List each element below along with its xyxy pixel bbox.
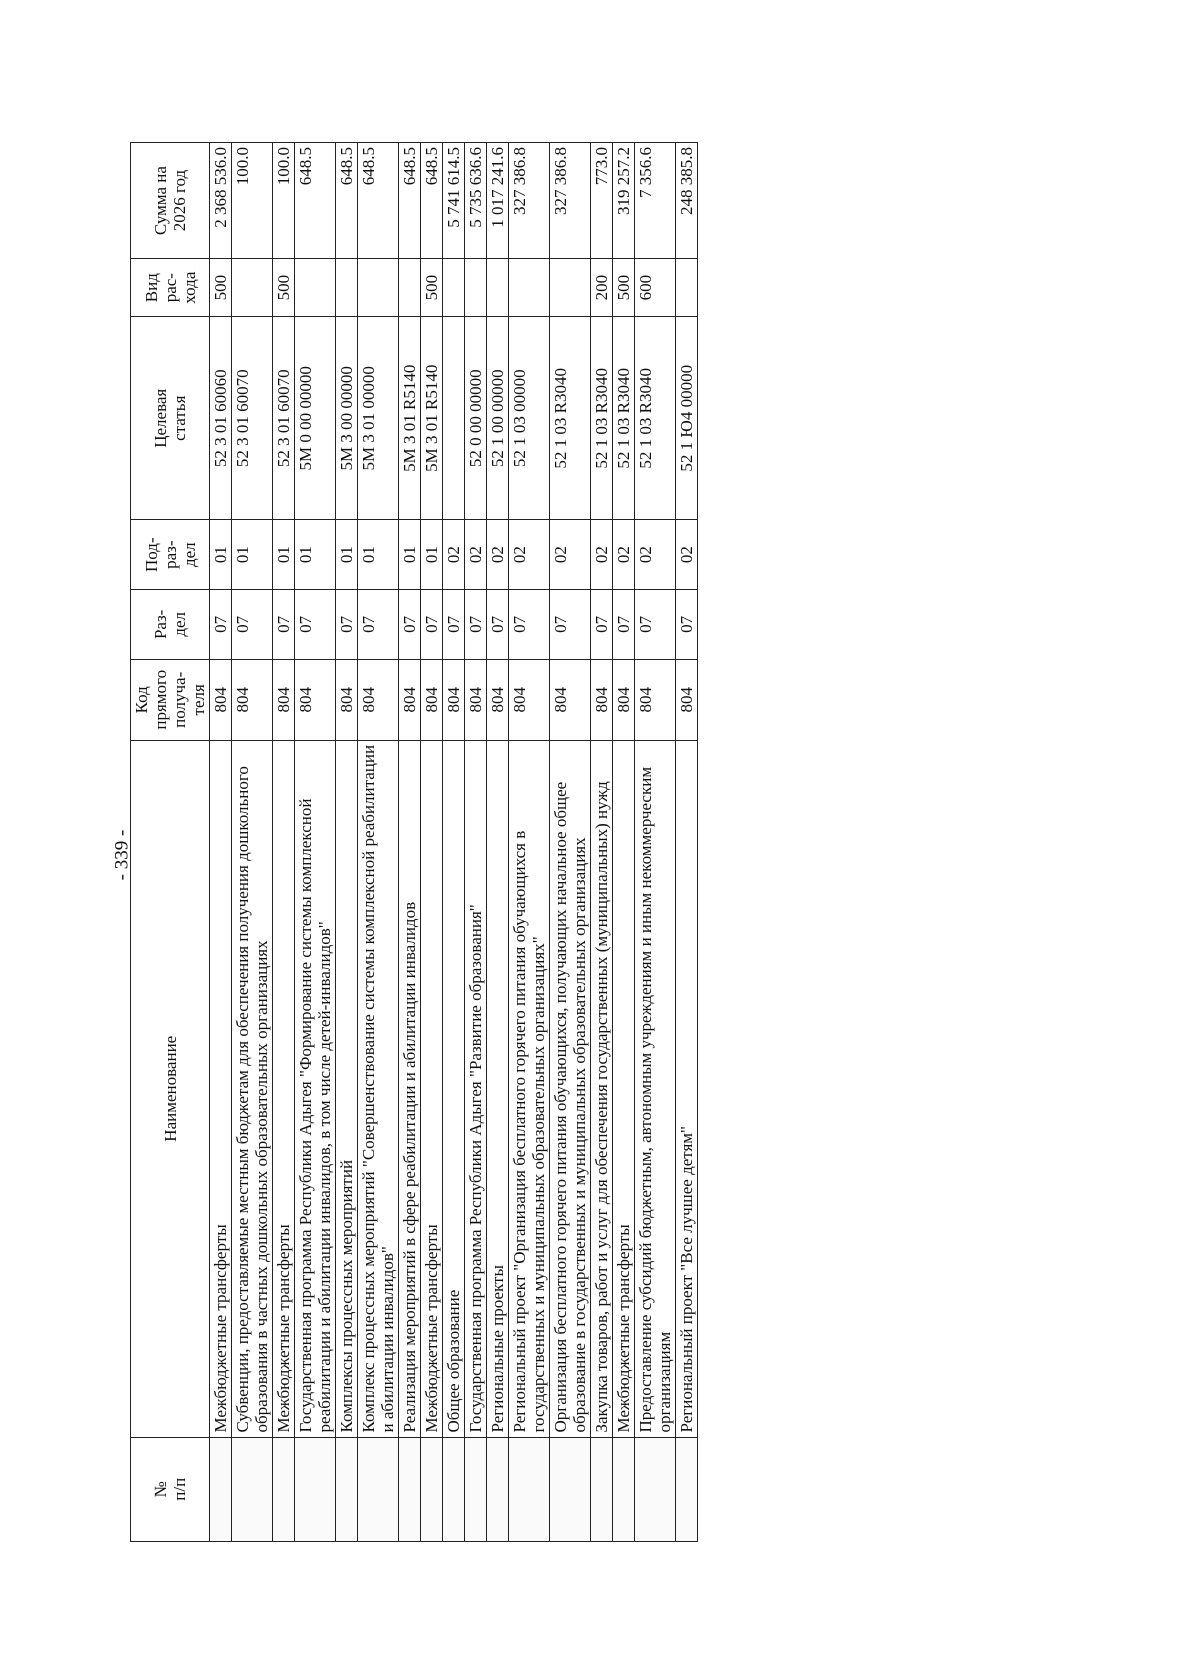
row-kind	[465, 259, 487, 317]
table-row	[210, 143, 232, 1542]
row-code: 804	[232, 659, 273, 740]
row-target: 52 1 03 R3040	[550, 317, 591, 520]
row-num	[487, 1437, 509, 1541]
row-name: Реализация мероприятий в сфере реабилитации и абилитации инвалидов	[399, 740, 421, 1437]
row-subsection: 02	[443, 520, 465, 590]
row-kind: 500	[421, 259, 443, 317]
row-kind: 200	[591, 259, 613, 317]
row-num	[358, 1437, 399, 1541]
row-num	[421, 1437, 443, 1541]
row-target: 52 1 03 00000	[509, 317, 550, 520]
row-sum: 100.0	[273, 143, 295, 259]
row-section: 07	[613, 590, 635, 660]
row-target: 5М 0 00 00000	[295, 317, 336, 520]
table-row	[591, 143, 613, 1542]
row-sum: 327 386.8	[550, 143, 591, 259]
row-subsection: 02	[676, 520, 698, 590]
header-recipient-code: Код прямого получа- теля	[131, 659, 210, 740]
row-sum: 5 735 636.6	[465, 143, 487, 259]
row-section: 07	[421, 590, 443, 660]
row-num	[465, 1437, 487, 1541]
row-kind	[399, 259, 421, 317]
row-sum: 5 741 614.5	[443, 143, 465, 259]
row-name: Межбюджетные трансферты	[613, 740, 635, 1437]
budget-table	[130, 142, 698, 1542]
row-target: 52 1 03 R3040	[635, 317, 676, 520]
row-kind	[509, 259, 550, 317]
row-section: 07	[635, 590, 676, 660]
row-target: 52 1 03 R3040	[613, 317, 635, 520]
row-section: 07	[232, 590, 273, 660]
table-row	[273, 143, 295, 1542]
row-num	[273, 1437, 295, 1541]
row-name: Организация бесплатного горячего питания обучающихся, получающих начальное общее образование в государственных и муниципальных образовательных организациях	[550, 740, 591, 1437]
page-number: - 339 -	[111, 829, 132, 881]
row-kind: 600	[635, 259, 676, 317]
row-kind: 500	[210, 259, 232, 317]
row-kind: 500	[613, 259, 635, 317]
row-code: 804	[613, 659, 635, 740]
row-target: 5М 3 01 R5140	[399, 317, 421, 520]
row-num	[509, 1437, 550, 1541]
row-sum: 319 257.2	[613, 143, 635, 259]
table-row	[676, 143, 698, 1542]
table-row	[421, 143, 443, 1542]
table-row	[509, 143, 550, 1542]
table-row	[295, 143, 336, 1542]
row-target: 52 3 01 60070	[273, 317, 295, 520]
row-section: 07	[295, 590, 336, 660]
row-num	[295, 1437, 336, 1541]
row-code: 804	[487, 659, 509, 740]
row-code: 804	[421, 659, 443, 740]
row-name: Государственная программа Республики Адыгея "Развитие образования"	[465, 740, 487, 1437]
row-target	[443, 317, 465, 520]
row-subsection: 01	[210, 520, 232, 590]
row-subsection: 01	[336, 520, 358, 590]
row-kind	[676, 259, 698, 317]
row-target: 5М 3 00 00000	[336, 317, 358, 520]
row-kind	[443, 259, 465, 317]
row-name: Комплекс процессных мероприятий "Совершенствование системы комплексной реабилитации и абилитации инвалидов"	[358, 740, 399, 1437]
row-name: Закупка товаров, работ и услуг для обеспечения государственных (муниципальных) нужд	[591, 740, 613, 1437]
header-sum-2026: Сумма на 2026 год	[131, 143, 210, 259]
row-sum: 7 356.6	[635, 143, 676, 259]
table-row	[635, 143, 676, 1542]
row-num	[613, 1437, 635, 1541]
row-kind	[295, 259, 336, 317]
header-num: № п/п	[131, 1437, 210, 1541]
row-code: 804	[465, 659, 487, 740]
row-subsection: 02	[509, 520, 550, 590]
table-row	[465, 143, 487, 1542]
row-name: Межбюджетные трансферты	[273, 740, 295, 1437]
row-sum: 648.5	[295, 143, 336, 259]
row-subsection: 01	[421, 520, 443, 590]
table-row	[336, 143, 358, 1542]
row-sum: 2 368 536.0	[210, 143, 232, 259]
row-code: 804	[591, 659, 613, 740]
row-subsection: 02	[591, 520, 613, 590]
row-num	[336, 1437, 358, 1541]
row-section: 07	[487, 590, 509, 660]
row-sum: 1 017 241.6	[487, 143, 509, 259]
row-num	[399, 1437, 421, 1541]
row-section: 07	[358, 590, 399, 660]
row-code: 804	[273, 659, 295, 740]
row-subsection: 01	[232, 520, 273, 590]
row-num	[676, 1437, 698, 1541]
row-subsection: 01	[358, 520, 399, 590]
row-num	[591, 1437, 613, 1541]
header-name: Наименование	[131, 740, 210, 1437]
table-header-row	[131, 143, 210, 1542]
header-expense-kind: Вид рас- хода	[131, 259, 210, 317]
header-subsection: Под- раз- дел	[131, 520, 210, 590]
table-row	[550, 143, 591, 1542]
row-code: 804	[443, 659, 465, 740]
row-name: Региональный проект "Все лучшее детям"	[676, 740, 698, 1437]
row-name: Общее образование	[443, 740, 465, 1437]
row-kind	[336, 259, 358, 317]
row-code: 804	[550, 659, 591, 740]
row-section: 07	[210, 590, 232, 660]
row-num	[550, 1437, 591, 1541]
row-code: 804	[358, 659, 399, 740]
row-sum: 100.0	[232, 143, 273, 259]
row-section: 07	[443, 590, 465, 660]
row-sum: 648.5	[358, 143, 399, 259]
row-code: 804	[509, 659, 550, 740]
row-section: 07	[550, 590, 591, 660]
row-kind	[358, 259, 399, 317]
table-row	[487, 143, 509, 1542]
row-name: Региональный проект "Организация бесплатного горячего питания обучающихся в государственных и муниципальных образовательных организациях"	[509, 740, 550, 1437]
row-subsection: 01	[295, 520, 336, 590]
row-num	[210, 1437, 232, 1541]
row-sum: 327 386.8	[509, 143, 550, 259]
row-code: 804	[336, 659, 358, 740]
row-section: 07	[509, 590, 550, 660]
row-num	[443, 1437, 465, 1541]
row-code: 804	[635, 659, 676, 740]
row-target: 52 1 03 R3040	[591, 317, 613, 520]
row-code: 804	[210, 659, 232, 740]
row-num	[635, 1437, 676, 1541]
row-target: 52 1 Ю4 00000	[676, 317, 698, 520]
table-row	[358, 143, 399, 1542]
row-name: Комплексы процессных мероприятий	[336, 740, 358, 1437]
row-target: 5М 3 01 R5140	[421, 317, 443, 520]
row-section: 07	[399, 590, 421, 660]
row-kind: 500	[273, 259, 295, 317]
row-name: Региональные проекты	[487, 740, 509, 1437]
header-section: Раз- дел	[131, 590, 210, 660]
row-target: 5М 3 01 00000	[358, 317, 399, 520]
row-subsection: 02	[635, 520, 676, 590]
row-subsection: 01	[399, 520, 421, 590]
row-sum: 773.0	[591, 143, 613, 259]
row-section: 07	[676, 590, 698, 660]
row-name: Межбюджетные трансферты	[421, 740, 443, 1437]
row-target: 52 3 01 60060	[210, 317, 232, 520]
row-target: 52 3 01 60070	[232, 317, 273, 520]
row-name: Субвенции, предоставляемые местным бюджетам для обеспечения получения дошкольного образования в частных дошкольных образовательных организациях	[232, 740, 273, 1437]
row-sum: 648.5	[399, 143, 421, 259]
row-target: 52 1 00 00000	[487, 317, 509, 520]
row-subsection: 02	[487, 520, 509, 590]
row-name: Государственная программа Республики Адыгея "Формирование системы комплексной реабилитации и абилитации инвалидов, в том числе детей-инвалидов"	[295, 740, 336, 1437]
row-subsection: 02	[465, 520, 487, 590]
row-code: 804	[295, 659, 336, 740]
row-name: Предоставление субсидий бюджетным, автономным учреждениям и иным некоммерческим организациям	[635, 740, 676, 1437]
table-row	[399, 143, 421, 1542]
row-section: 07	[465, 590, 487, 660]
table-row	[232, 143, 273, 1542]
row-subsection: 02	[550, 520, 591, 590]
row-subsection: 01	[273, 520, 295, 590]
row-section: 07	[591, 590, 613, 660]
row-code: 804	[399, 659, 421, 740]
rotated-table-container	[130, 142, 1030, 1542]
row-kind	[232, 259, 273, 317]
header-target-article: Целевая статья	[131, 317, 210, 520]
row-section: 07	[273, 590, 295, 660]
table-row	[443, 143, 465, 1542]
row-target: 52 0 00 00000	[465, 317, 487, 520]
row-kind	[550, 259, 591, 317]
row-sum: 248 385.8	[676, 143, 698, 259]
row-section: 07	[336, 590, 358, 660]
row-code: 804	[676, 659, 698, 740]
row-subsection: 02	[613, 520, 635, 590]
row-sum: 648.5	[421, 143, 443, 259]
row-kind	[487, 259, 509, 317]
row-sum: 648.5	[336, 143, 358, 259]
table-body	[210, 143, 698, 1542]
row-name: Межбюджетные трансферты	[210, 740, 232, 1437]
row-num	[232, 1437, 273, 1541]
table-row	[613, 143, 635, 1542]
